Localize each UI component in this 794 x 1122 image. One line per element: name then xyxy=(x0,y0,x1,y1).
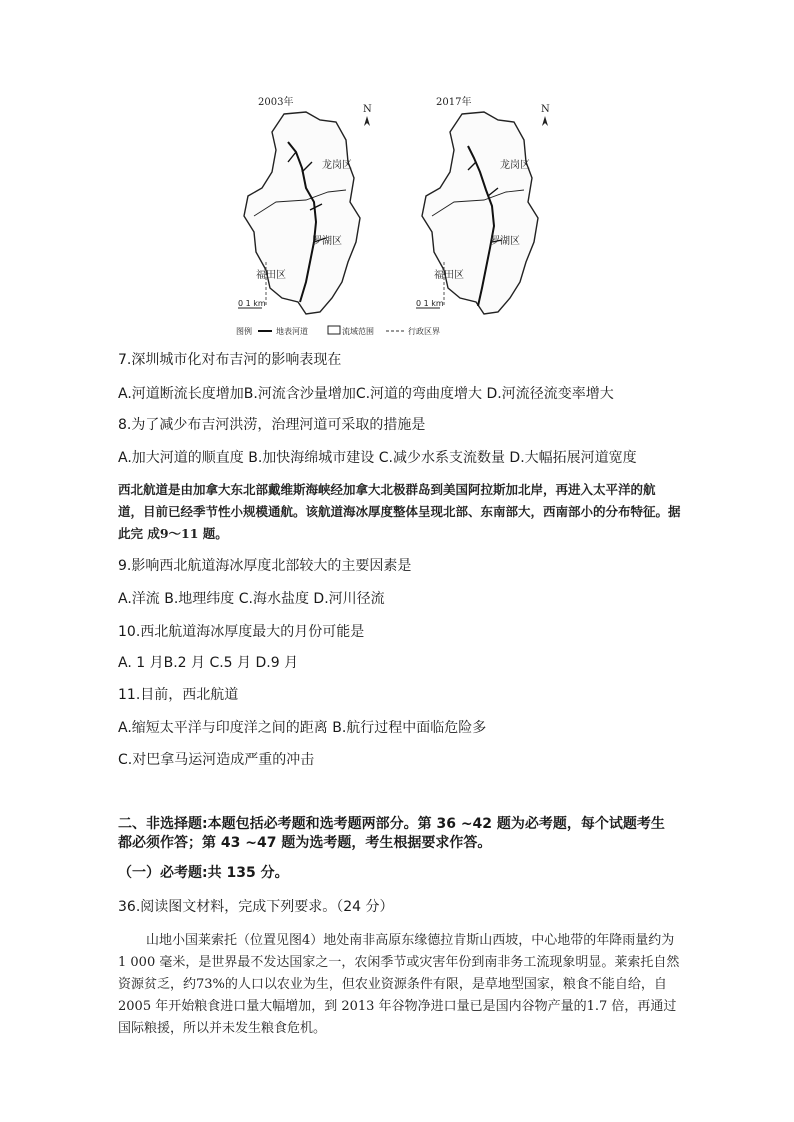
north-arrow-left: N xyxy=(363,104,372,115)
question-7: 7.深圳城市化对布吉河的影响表现在 xyxy=(118,352,342,368)
question-7-options: A.河道断流长度增加B.河流含沙量增加C.河道的弯曲度增大 D.河流径流变率增大 xyxy=(118,386,614,402)
district-longgang-2003: 龙岗区 xyxy=(322,160,352,171)
scale-bar-2003: 0 1 km xyxy=(238,299,266,308)
district-luohu-2017: 罗湖区 xyxy=(490,236,520,247)
question-11-options-2: C.对巴拿马运河造成严重的冲击 xyxy=(118,752,315,768)
north-arrow-right: N xyxy=(541,104,550,115)
section-2-subheading: （一）必考题:共 135 分。 xyxy=(118,865,289,881)
passage-northwest-passage: 西北航道是由加拿大东北部戴维斯海峡经加拿大北极群岛到美国阿拉斯加北岸，再进入太平洋的航 道，目前已经季节性小规模通航。该航道海冰厚度整体呈现北部、东南部大，西南部小的分布特征。据此完 成9～11 题。 xyxy=(118,482,681,541)
question-36: 36.阅读图文材料，完成下列要求。（24 分） xyxy=(118,899,394,915)
map-year-2003: 2003年 xyxy=(258,97,294,108)
question-11-options-1: A.缩短太平洋与印度洋之间的距离 B.航行过程中面临危险多 xyxy=(118,720,487,736)
question-10: 10.西北航道海冰厚度最大的月份可能是 xyxy=(118,624,365,640)
district-luohu-2003: 罗湖区 xyxy=(312,236,342,247)
question-8: 8.为了减少布吉河洪涝，治理河道可采取的措施是 xyxy=(118,417,426,433)
map-2017 xyxy=(416,95,550,314)
question-11: 11.目前，西北航道 xyxy=(118,687,239,703)
question-8-options: A.加大河道的顺直度 B.加快海绵城市建设 C.减少水系支流数量 D.大幅拓展河道宽度 xyxy=(118,450,637,466)
legend-title: 图例 xyxy=(236,327,252,336)
district-longgang-2017: 龙岗区 xyxy=(500,160,530,171)
map-2003 xyxy=(238,95,372,314)
district-futian-2003: 福田区 xyxy=(256,270,286,281)
section-2-heading-line-2: 都必须作答；第 43 ~47 题为选考题，考生根据要求作答。 xyxy=(118,835,492,851)
map-year-2017: 2017年 xyxy=(436,97,472,108)
map-legend xyxy=(236,326,440,336)
question-9: 9.影响西北航道海冰厚度北部较大的主要因素是 xyxy=(118,558,412,574)
legend-boundary: 行政区界 xyxy=(408,327,440,336)
basin-maps-figure xyxy=(236,92,558,340)
question-9-options: A.洋流 B.地理纬度 C.海水盐度 D.河川径流 xyxy=(118,591,385,607)
scale-bar-2017: 0 1 km xyxy=(416,299,444,308)
material-lesotho: 山地小国莱索托（位置见图4）地处南非高原东缘德拉肯斯山西坡，中心地带的年降雨量约为 1 000 毫米，是世界最不发达国家之一，农闲季节或灾害年份到南非务工流现象明显。莱索托自然资源贫乏，约73%的人口以农业为生，但农业资源条件有限，是草地型国家，粮食不能自给，自2005 年开始粮食进口量大幅增加，到 2013 年谷物净进口量已是国内谷物产量的1.7 倍，再通过国际粮援，所以并未发生粮食危机。 xyxy=(118,933,680,1036)
legend-basin: 流域范围 xyxy=(342,327,374,336)
section-2-heading-line-1: 二、非选择题:本题包括必考题和选考题两部分。第 36 ~42 题为必考题，每个试题考生 xyxy=(118,816,665,832)
district-futian-2017: 福田区 xyxy=(434,270,464,281)
legend-river: 地表河道 xyxy=(276,327,308,336)
question-10-options: A. 1 月B.2 月 C.5 月 D.9 月 xyxy=(118,655,299,671)
